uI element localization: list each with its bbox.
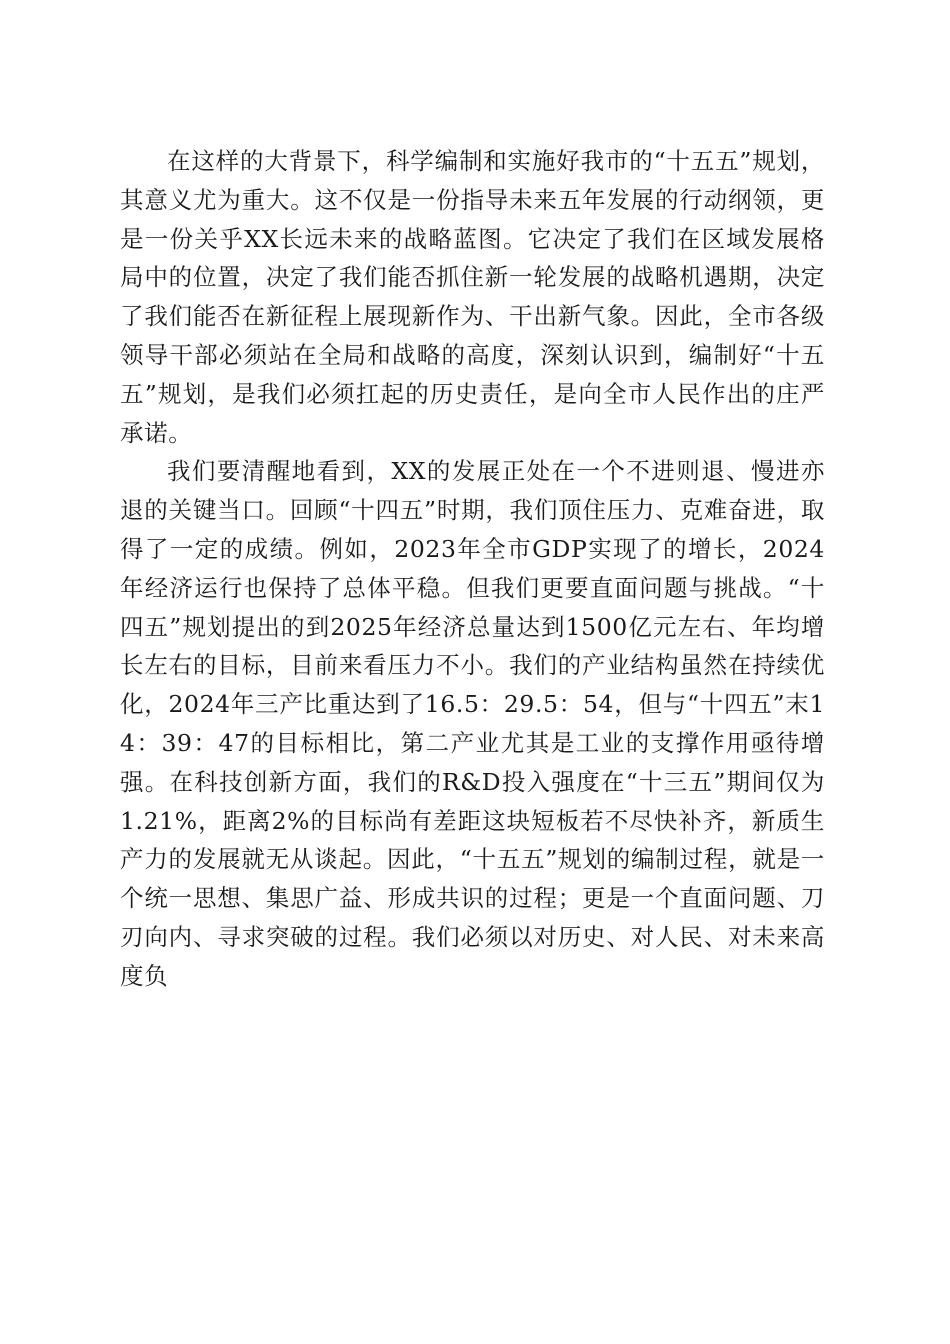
paragraph-challenges: 我们要清醒地看到，XX的发展正处在一个不进则退、慢进亦退的关键当口。回顾“十四五”时期，我们顶住压力、克难奋进，取得了一定的成绩。例如，2023年全市GDP实现了的增长，2024年经济运行也保持了总体平稳。但我们更要直面问题与挑战。“十四五”规划提出的到2025年经济总量达到1500亿元左右、年均增长左右的目标，目前来看压力不小。我们的产业结构虽然在持续优化，2024年三产比重达到了16.5：29.5：54，但与“十四五”末14：39：47的目标相比，第二产业尤其是工业的支撑作用亟待增强。在科技创新方面，我们的R&D投入强度在“十三五”期间仅为1.21%，距离2%的目标尚有差距这块短板若不尽快补齐，新质生产力的发展就无从谈起。因此，“十五五”规划的编制过程，就是一个统一思想、集思广益、形成共识的过程；更是一个直面问题、刀刃向内、寻求突破的过程。我们必须以对历史、对人民、对未来高度负 bbox=[120, 457, 825, 990]
document-body bbox=[120, 142, 825, 996]
paragraph-significance: 在这样的大背景下，科学编制和实施好我市的“十五五”规划，其意义尤为重大。这不仅是一份指导未来五年发展的行动纲领，更是一份关乎XX长远未来的战略蓝图。它决定了我们在区域发展格局中的位置，决定了我们能否抓住新一轮发展的战略机遇期，决定了我们能否在新征程上展现新作为、干出新气象。因此，全市各级领导干部必须站在全局和战略的高度，深刻认识到，编制好“十五五”规划，是我们必须扛起的历史责任，是向全市人民作出的庄严承诺。 bbox=[120, 147, 825, 447]
